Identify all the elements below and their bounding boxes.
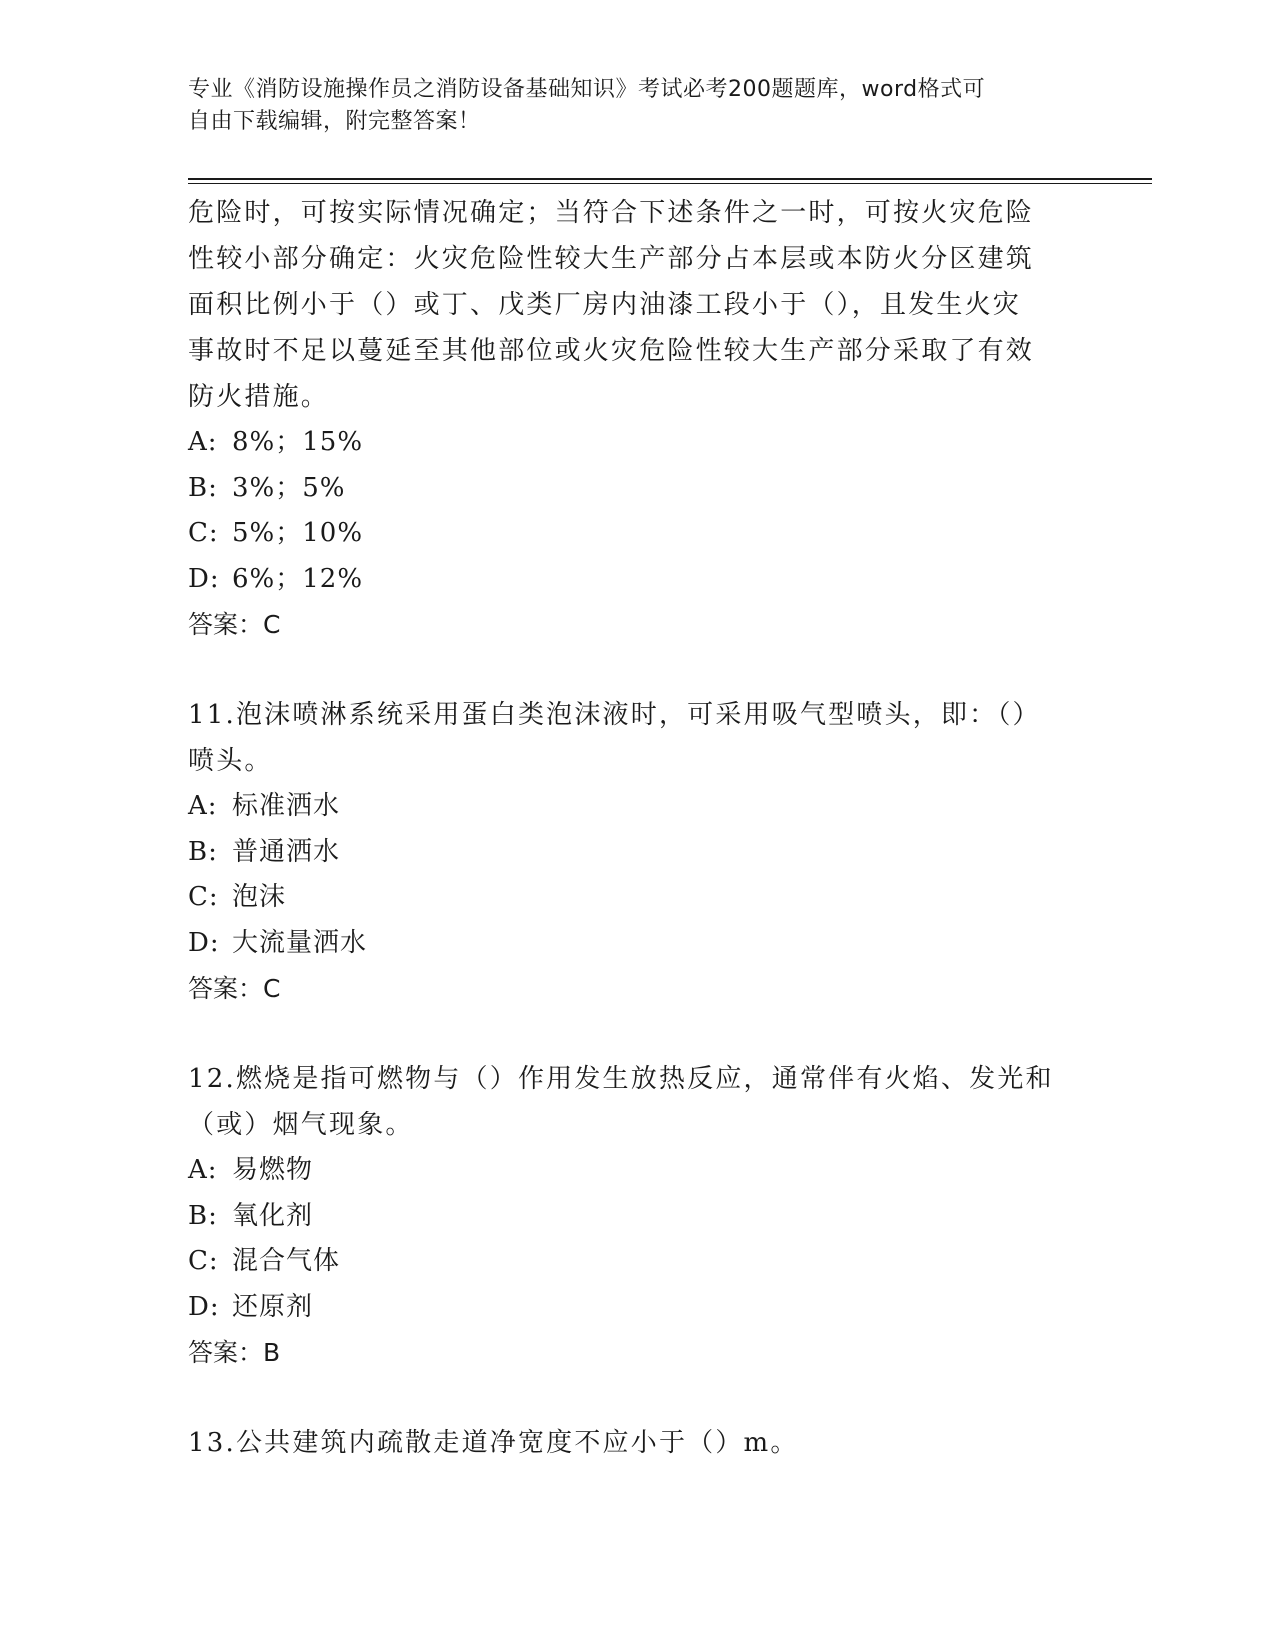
option-letter: D: [188, 563, 220, 594]
option-c [188, 1239, 1088, 1285]
option-text: 泡沫 [232, 882, 287, 912]
option-text: 混合气体 [232, 1246, 341, 1276]
answer-line: 答案：C [188, 610, 281, 639]
option-text: 标准洒水 [232, 791, 341, 821]
question-content [188, 190, 1088, 1466]
option-text: 易燃物 [232, 1155, 314, 1185]
option-d [188, 557, 1088, 603]
option-d [188, 921, 1088, 967]
option-b [188, 1194, 1088, 1240]
option-d [188, 1285, 1088, 1331]
spacer [188, 648, 1088, 692]
option-b [188, 466, 1088, 512]
question-text-line: 12.燃烧是指可燃物与（）作用发生放热反应，通常伴有火焰、发光和 [188, 1064, 1054, 1094]
option-text: 8%；15% [232, 427, 364, 457]
header-divider-thick [188, 178, 1152, 180]
option-text: 氧化剂 [232, 1200, 314, 1231]
option-letter: A: [188, 791, 218, 821]
option-letter: C: [188, 882, 219, 912]
option-letter: B: [188, 1200, 218, 1231]
option-text: 5%；10% [232, 518, 364, 548]
header-title-line-1: 专业《消防设施操作员之消防设备基础知识》考试必考200题题库，word格式可 [188, 77, 986, 102]
option-letter: D: [188, 1291, 220, 1322]
option-a [188, 784, 1088, 830]
option-letter: C: [188, 1246, 219, 1276]
question-12 [188, 1056, 1088, 1376]
option-letter: A: [188, 427, 218, 457]
header-divider-thin [188, 183, 1152, 184]
option-b [188, 830, 1088, 876]
question-text-line: 防火措施。 [188, 382, 330, 412]
question-text-line: 13.公共建筑内疏散走道净宽度不应小于（）m。 [188, 1428, 799, 1458]
question-10 [188, 190, 1088, 648]
question-text-line: 危险时，可按实际情况确定；当符合下述条件之一时，可按火灾危险 [188, 198, 1035, 228]
question-text-line: （或）烟气现象。 [188, 1110, 414, 1140]
option-a [188, 1148, 1088, 1194]
spacer [188, 1376, 1088, 1420]
option-letter: B: [188, 472, 218, 503]
question-11 [188, 692, 1088, 1012]
option-letter: B: [188, 836, 218, 867]
question-text-line: 事故时不足以蔓延至其他部位或火灾危险性较大生产部分采取了有效 [188, 336, 1035, 366]
option-letter: C: [188, 518, 219, 548]
answer-line: 答案：C [188, 974, 281, 1003]
option-text: 3%；5% [232, 472, 346, 503]
question-text-line: 喷头。 [188, 746, 273, 776]
document-header [188, 74, 1088, 138]
question-text-line: 性较小部分确定：火灾危险性较大生产部分占本层或本防火分区建筑 [188, 244, 1035, 274]
option-letter: D: [188, 927, 220, 958]
header-title-line-2: 自由下载编辑，附完整答案！ [188, 109, 481, 134]
option-text: 大流量洒水 [232, 927, 368, 958]
option-text: 6%；12% [232, 563, 364, 594]
answer-line: 答案：B [188, 1338, 281, 1367]
option-c [188, 511, 1088, 557]
spacer [188, 1012, 1088, 1056]
option-letter: A: [188, 1155, 218, 1185]
option-a [188, 420, 1088, 466]
question-13 [188, 1420, 1088, 1466]
option-text: 还原剂 [232, 1291, 314, 1322]
option-text: 普通洒水 [232, 836, 341, 867]
option-c [188, 875, 1088, 921]
question-text-line: 面积比例小于（）或丁、戊类厂房内油漆工段小于（），且发生火灾 [188, 290, 1022, 320]
question-text-line: 11.泡沫喷淋系统采用蛋白类泡沫液时，可采用吸气型喷头，即：（） [188, 700, 1041, 730]
